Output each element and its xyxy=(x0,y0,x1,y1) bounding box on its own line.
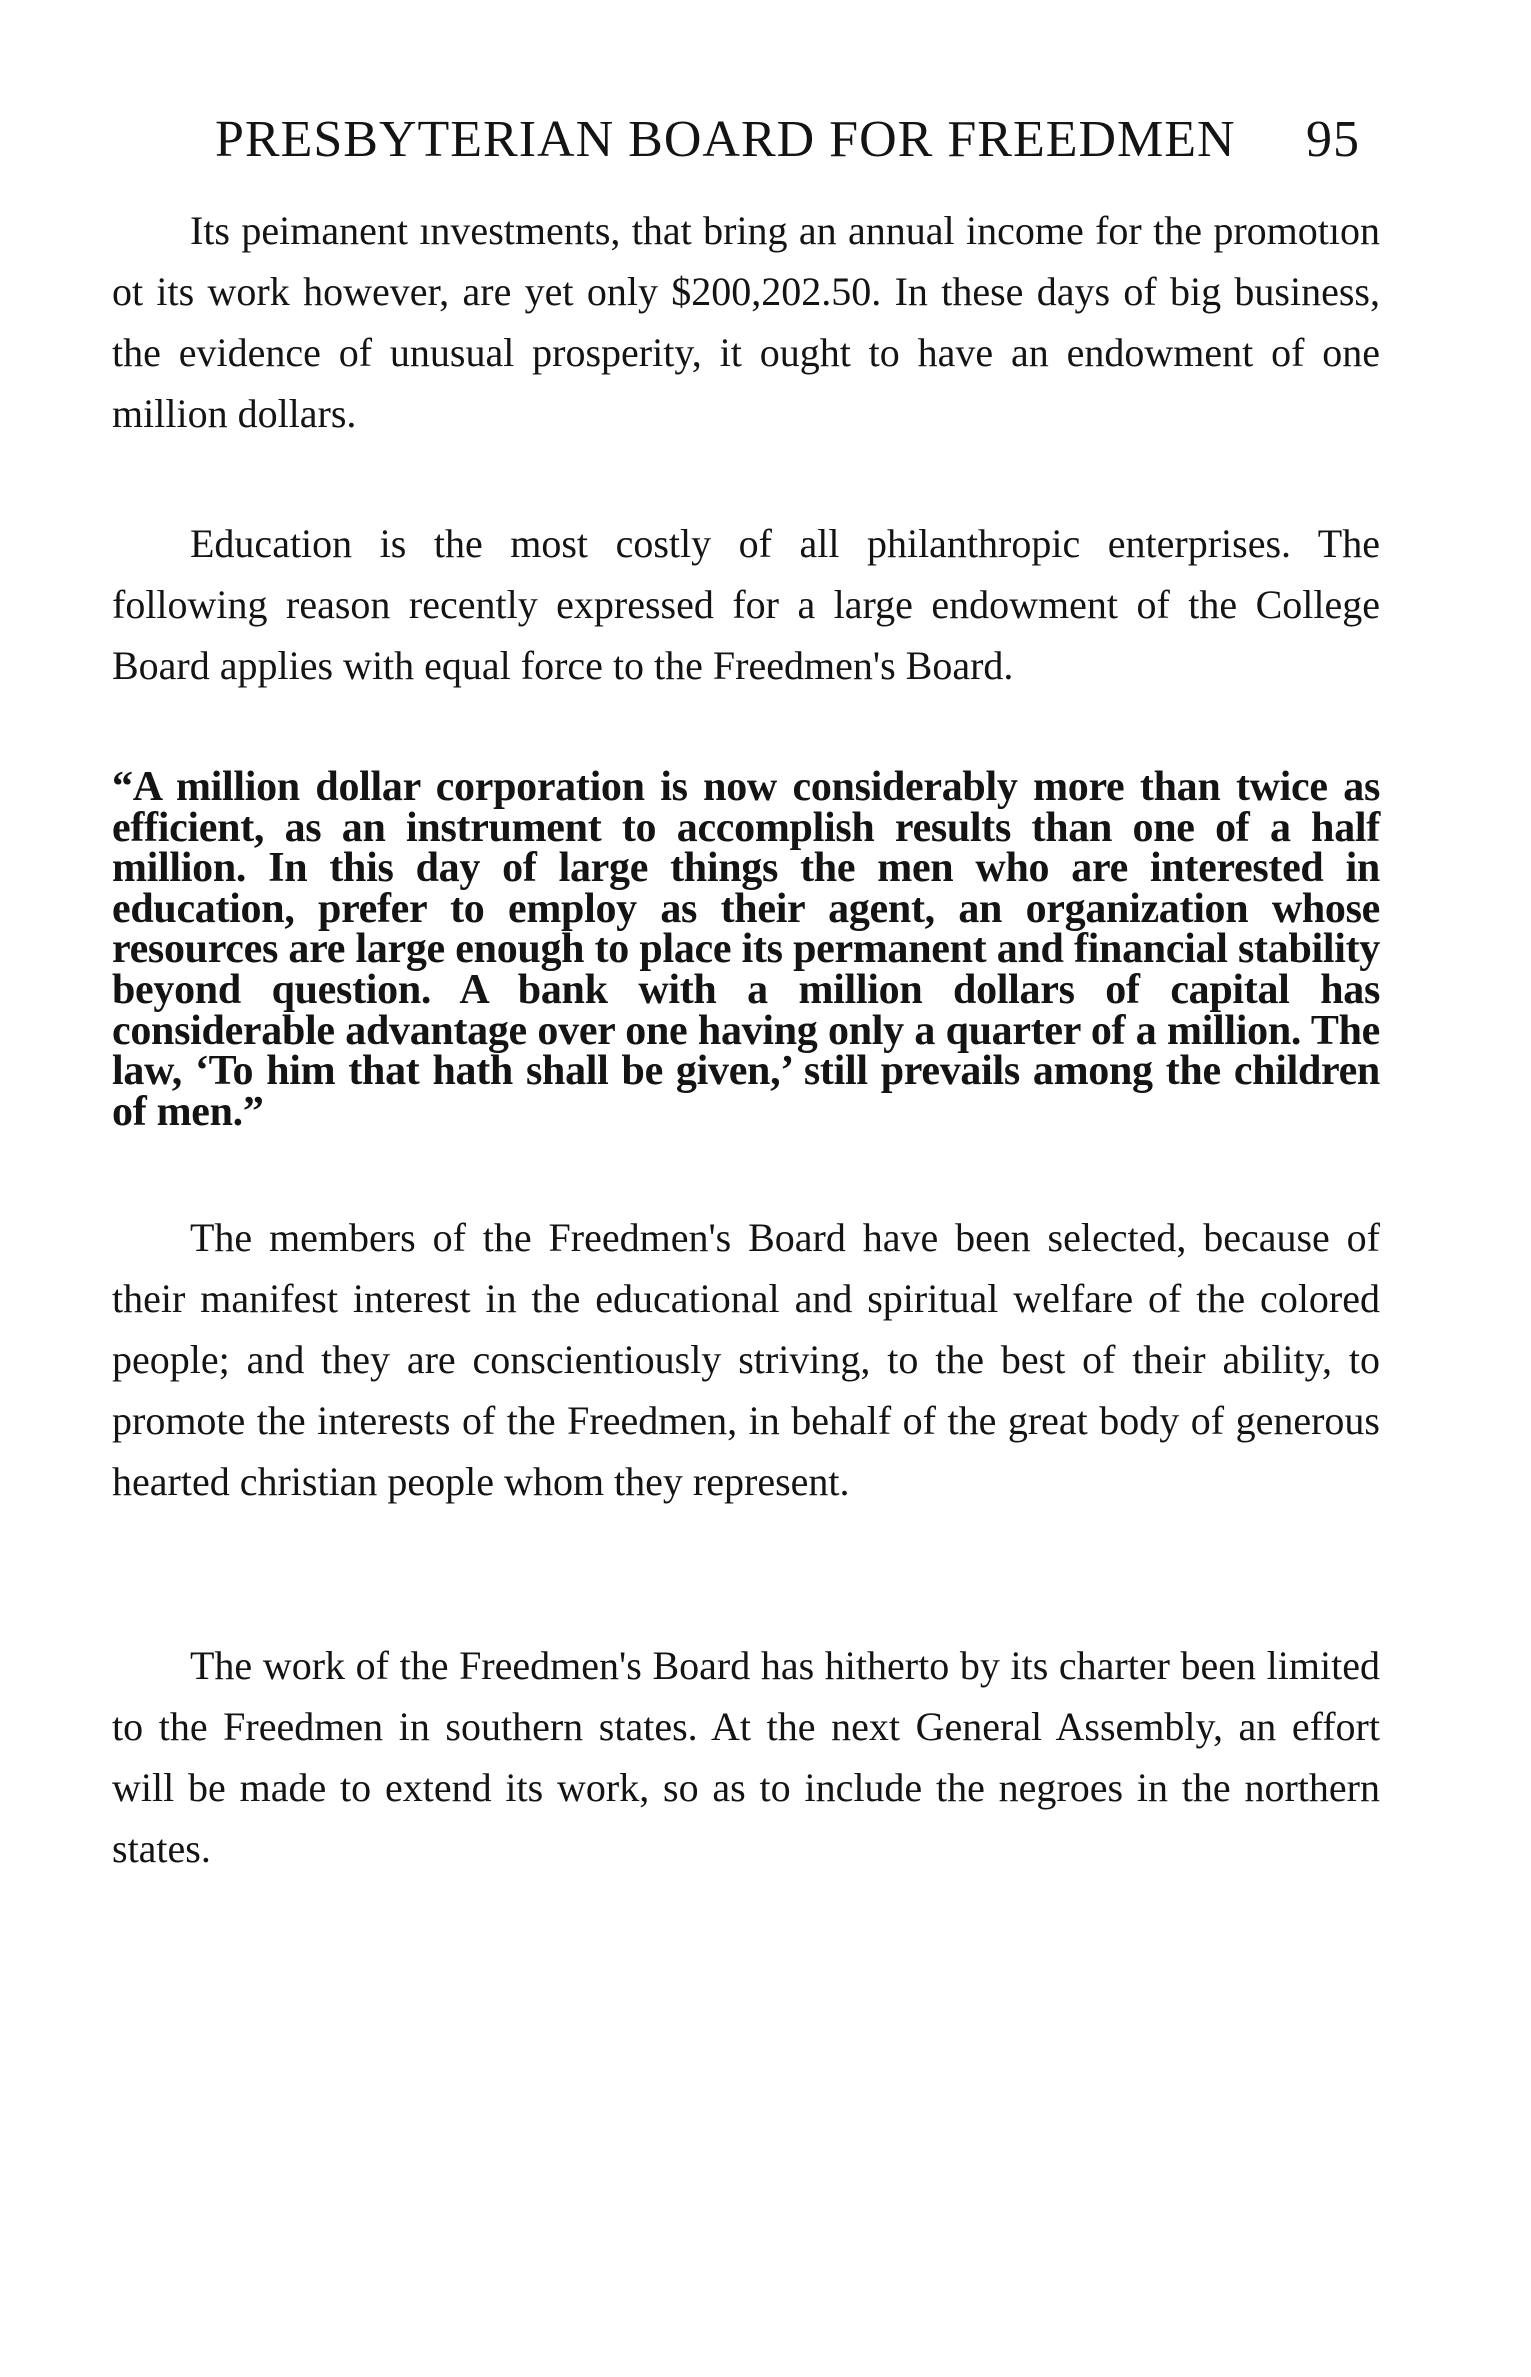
paragraph-board-work: The work of the Freedmen's Board has hitherto by its charter been limited to the Freedmen in southern states. At the next General Assembly, an effort will be made to extend its work, so as to include the negroes in the northern states. xyxy=(112,1643,1380,1871)
running-header xyxy=(215,100,1360,180)
quotation-block: “A million dollar corporation is now considerably more than twice as efficient, as an instrument to accomplish results than one of a half million. In this day of large things the men who are interested in education, prefer to employ as their agent, an organization whose resources are large enough to place its permanent and financial stability beyond question. A bank with a million dollars of capital has considerable advantage over one having only a quarter of a million. The law, ‘To him that hath shall be given,’ still prevails among the children of men.” xyxy=(112,764,1380,1135)
header-title: PRESBYTERIAN BOARD FOR FREEDMEN xyxy=(215,111,1236,168)
paragraph-endowment: Its peimanent ınvestments, that bring an annual income for the promotıon ot its work however, are yet only $200,202.50. In these days of big business, the evidence of unusual prosperity, it ought to have an endowment of one million dollars. xyxy=(112,208,1380,436)
page-number: 95 xyxy=(1306,111,1360,168)
paragraph-education: Education is the most costly of all philanthropic enterprises. The following reason recently expressed for a large endowment of the College Board applies with equal force to the Freedmen's Board. xyxy=(112,521,1380,688)
paragraph-board-members: The members of the Freedmen's Board have been selected, because of their manifest interest in the educational and spiritual welfare of the colored people; and they are conscientiously striving, to the best of their ability, to promote the interests of the Freedmen, in behalf of the great body of generous hearted christian people whom they represent. xyxy=(112,1215,1380,1504)
